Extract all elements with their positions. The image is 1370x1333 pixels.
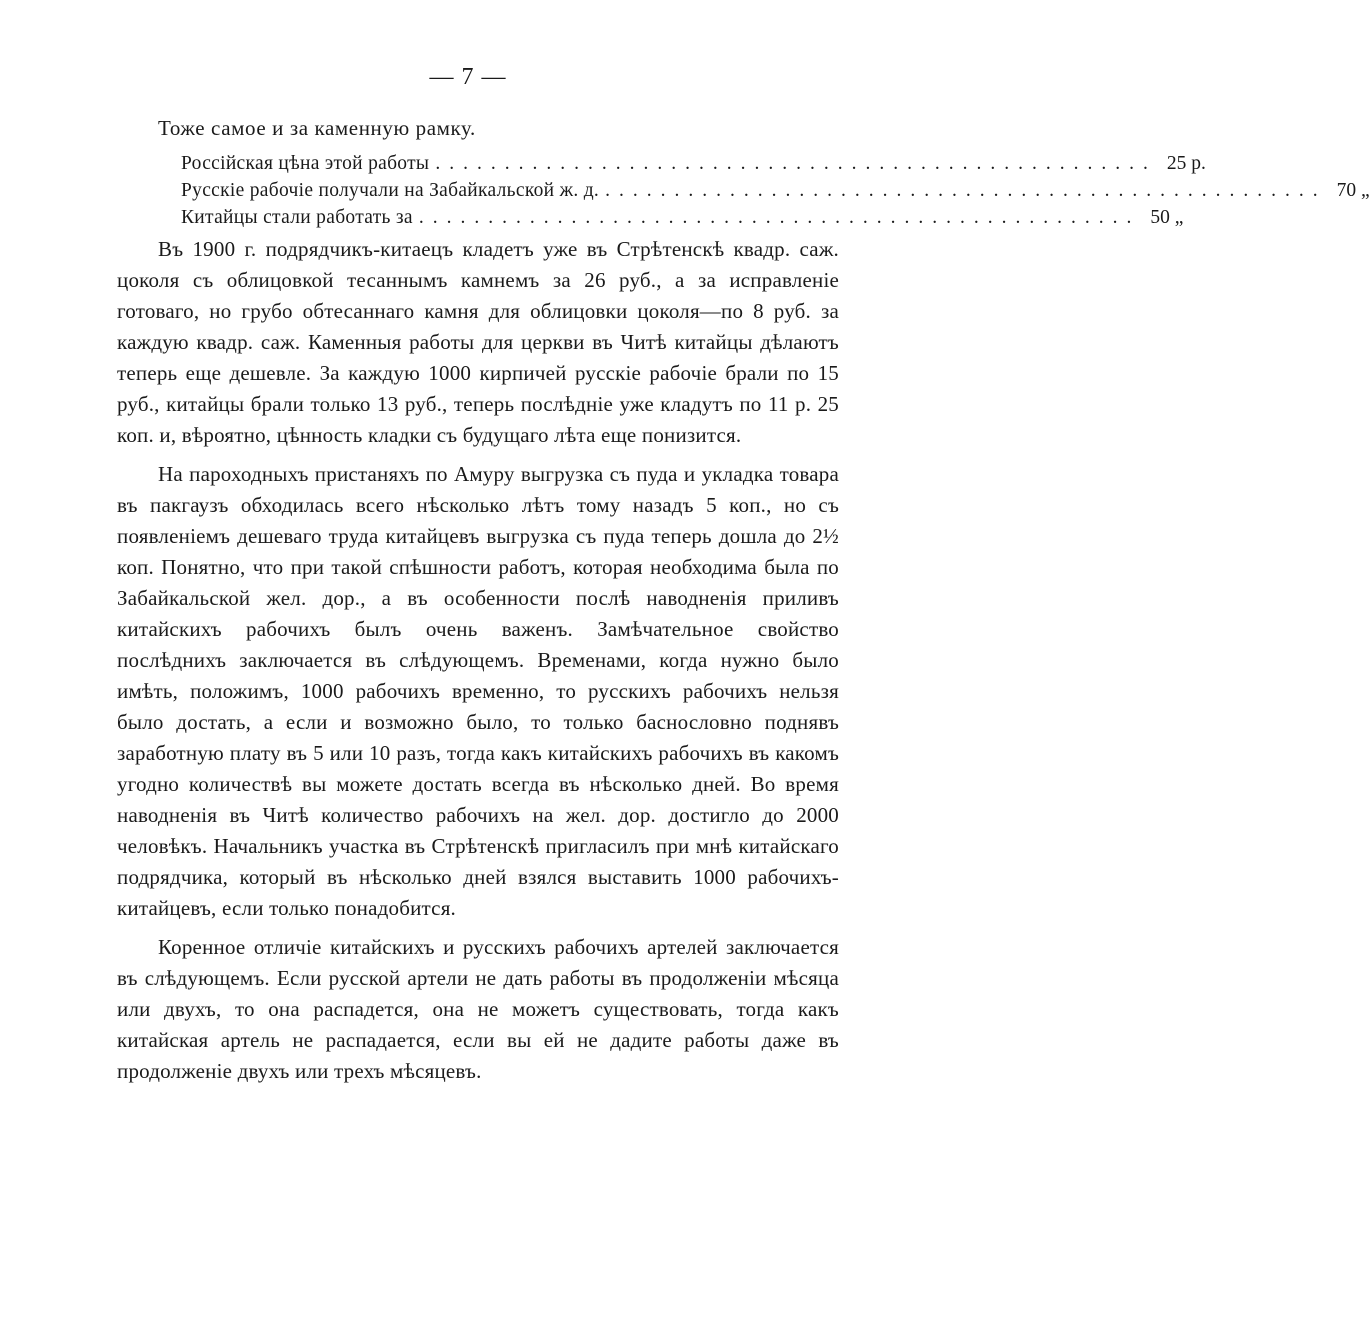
paragraph-contractor-prices: Въ 1900 г. подрядчикъ-китаецъ кладетъ уже въ Стрѣтенскѣ квадр. саж. цоколя съ облицовкой тесаннымъ камнемъ за 26 руб., а за исправленіе готоваго, но грубо обтесаннаго камня для облицовки цоколя—по 8 руб. за каждую квадр. саж. Каменныя работы для церкви въ Читѣ китайцы дѣлаютъ теперь еще дешевле. За каждую 1000 кирпичей русскіе рабочіе брали по 15 руб., китайцы брали только 13 руб., теперь послѣдніе уже кладутъ по 11 р. 25 коп. и, вѣроятно, цѣнность кладки съ будущаго лѣта еще понизится. — [117, 237, 839, 447]
page-number: — 7 — — [429, 64, 507, 90]
body-text — [117, 234, 839, 1094]
leader-dots: .................................................... — [435, 153, 1157, 174]
price-value: 50 „ — [1150, 207, 1184, 228]
price-label: Россійская цѣна этой работы — [181, 153, 430, 174]
price-row — [181, 153, 1206, 180]
leader-dots: .................................................... — [605, 180, 1327, 201]
paragraph-amur-piers: На пароходныхъ пристаняхъ по Амуру выгрузка съ пуда и укладка товара въ пакгаузъ обходилась всего нѣсколько лѣтъ тому назадъ 5 коп., но съ появленіемъ дешеваго труда китайцевъ выгрузка съ пуда теперь дошла до 2½ коп. Понятно, что при такой спѣшности работъ, которая необходима была по Забайкальской жел. дор., а въ особенности послѣ наводненія приливъ китайскихъ рабочихъ былъ очень важенъ. Замѣчательное свойство послѣднихъ заключается въ слѣдующемъ. Временами, когда нужно было имѣть, положимъ, 1000 рабочихъ временно, то русскихъ рабочихъ нельзя было достать, а если и возможно было, то только баснословно поднявъ заработную плату въ 5 или 10 разъ, тогда какъ китайскихъ рабочихъ въ какомъ угодно количествѣ вы можете достать всегда въ нѣсколько дней. Во время наводненія въ Читѣ количество рабочихъ на жел. дор. достигло до 2000 человѣкъ. Начальникъ участка въ Стрѣтенскѣ пригласилъ при мнѣ китайскаго подрядчика, который въ нѣсколько дней взялся выставить 1000 рабочихъ-китайцевъ, если только понадобится. — [117, 462, 839, 920]
price-label: Русскіе рабочіе получали на Забайкальской ж. д. — [181, 180, 600, 201]
lead-line: Тоже самое и за каменную рамку. — [158, 116, 476, 140]
price-row — [181, 207, 1184, 234]
price-value: 25 р. — [1166, 153, 1206, 174]
price-row — [181, 180, 1370, 207]
price-label: Китайцы стали работать за — [181, 207, 413, 228]
price-value: 70 „ — [1336, 180, 1370, 201]
price-table — [181, 153, 1370, 234]
paragraph-artels: Коренное отличіе китайскихъ и русскихъ рабочихъ артелей заключается въ слѣдующемъ. Если русской артели не дать работы въ продолженіи мѣсяца или двухъ, то она распадется, она не можетъ существовать, тогда какъ китайская артель не распадается, если вы ей не дадите работы даже въ продолженіе двухъ или трехъ мѣсяцевъ. — [117, 935, 839, 1083]
leader-dots: .................................................... — [418, 207, 1141, 228]
